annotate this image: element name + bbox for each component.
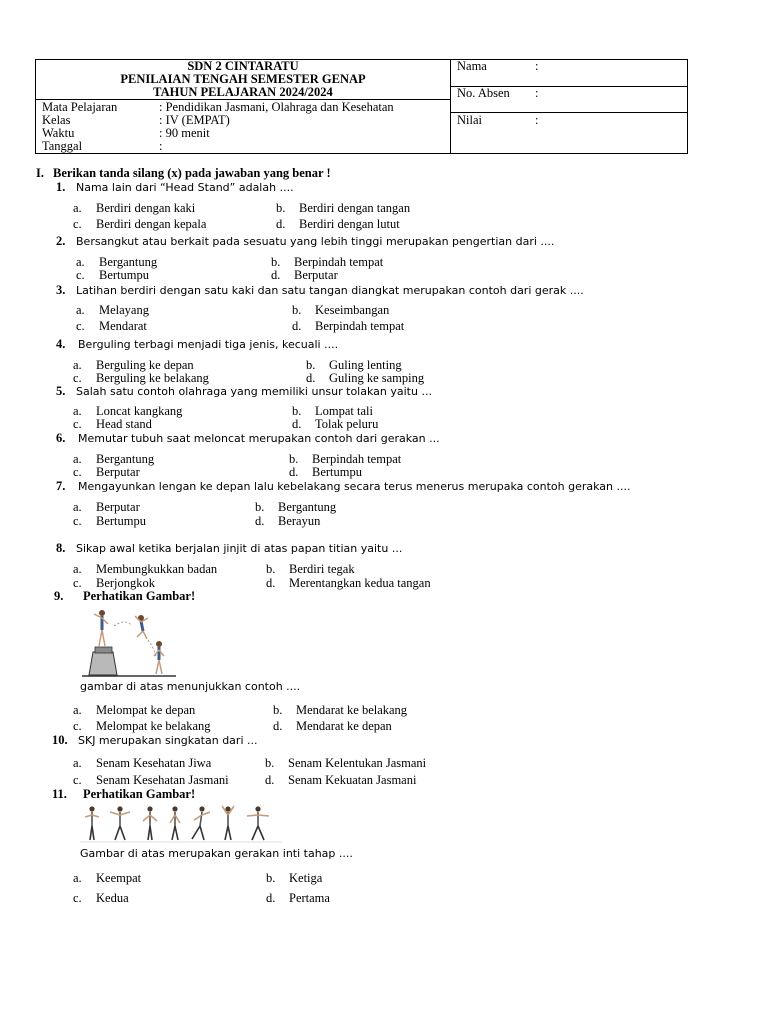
option-b[interactable]: Berdiri tegak bbox=[289, 562, 355, 576]
section-instruction: Berikan tanda silang (x) pada jawaban yang benar ! bbox=[53, 166, 331, 180]
section-number: I. bbox=[36, 166, 44, 180]
option-b[interactable]: Berpindah tempat bbox=[294, 255, 384, 269]
option-b[interactable]: Senam Kelentukan Jasmani bbox=[288, 756, 427, 770]
option-a[interactable]: Keempat bbox=[96, 871, 142, 885]
option-a[interactable]: Berputar bbox=[96, 500, 140, 514]
option-letter-c: c. bbox=[73, 217, 82, 231]
absen-field[interactable]: : bbox=[535, 86, 539, 100]
option-c[interactable]: Head stand bbox=[96, 417, 152, 431]
academic-year: TAHUN PELAJARAN 2024/2024 bbox=[153, 85, 333, 99]
option-letter-b: b. bbox=[271, 255, 281, 269]
option-letter-a: a. bbox=[73, 756, 82, 770]
option-a[interactable]: Membungkukkan badan bbox=[96, 562, 218, 576]
option-letter-a: a. bbox=[73, 404, 82, 418]
question-text: Mengayunkan lengan ke depan lalu kebelakang secara terus menerus merupaka contoh gerakan .... bbox=[78, 480, 631, 493]
option-c[interactable]: Bertumpu bbox=[99, 268, 149, 282]
option-letter-d: d. bbox=[292, 417, 302, 431]
option-b[interactable]: Lompat tali bbox=[315, 404, 373, 418]
option-c[interactable]: Berguling ke belakang bbox=[96, 371, 209, 385]
option-letter-d: d. bbox=[273, 719, 283, 733]
question-text: Salah satu contoh olahraga yang memiliki unsur tolakan yaitu ... bbox=[76, 385, 432, 398]
question-text: Perhatikan Gambar! bbox=[83, 787, 196, 801]
option-b[interactable]: Keseimbangan bbox=[315, 303, 390, 317]
class-label: Kelas bbox=[42, 113, 71, 127]
absen-label: No. Absen bbox=[457, 86, 510, 100]
time-label: Waktu bbox=[42, 126, 75, 140]
date-label: Tanggal bbox=[42, 139, 83, 153]
option-letter-a: a. bbox=[73, 871, 82, 885]
option-letter-c: c. bbox=[73, 773, 82, 787]
option-a[interactable]: Bergantung bbox=[99, 255, 158, 269]
option-d[interactable]: Berputar bbox=[294, 268, 338, 282]
school-name: SDN 2 CINTARATU bbox=[187, 59, 299, 73]
option-letter-a: a. bbox=[73, 201, 82, 215]
question-number: 11. bbox=[52, 787, 67, 801]
option-c[interactable]: Berjongkok bbox=[96, 576, 156, 590]
option-c[interactable]: Berdiri dengan kepala bbox=[96, 217, 207, 231]
option-d[interactable]: Bertumpu bbox=[312, 465, 362, 479]
option-b[interactable]: Mendarat ke belakang bbox=[296, 703, 408, 717]
question-text: Perhatikan Gambar! bbox=[83, 589, 196, 603]
exam-title: PENILAIAN TENGAH SEMESTER GENAP bbox=[120, 72, 366, 86]
option-b[interactable]: Berpindah tempat bbox=[312, 452, 402, 466]
option-letter-d: d. bbox=[271, 268, 281, 282]
option-b[interactable]: Guling lenting bbox=[329, 358, 402, 372]
option-c[interactable]: Kedua bbox=[96, 891, 129, 905]
option-d[interactable]: Senam Kekuatan Jasmani bbox=[288, 773, 417, 787]
option-letter-c: c. bbox=[76, 319, 85, 333]
question-caption: gambar di atas menunjukkan contoh .... bbox=[80, 680, 301, 693]
option-letter-b: b. bbox=[276, 201, 286, 215]
option-letter-c: c. bbox=[73, 371, 82, 385]
option-letter-b: b. bbox=[266, 562, 276, 576]
option-letter-a: a. bbox=[73, 703, 82, 717]
subject-value: : Pendidikan Jasmani, Olahraga dan Kesehatan bbox=[159, 100, 394, 114]
option-letter-d: d. bbox=[306, 371, 316, 385]
option-c[interactable]: Mendarat bbox=[99, 319, 147, 333]
question-number: 3. bbox=[56, 283, 66, 297]
option-d[interactable]: Pertama bbox=[289, 891, 330, 905]
option-b[interactable]: Ketiga bbox=[289, 871, 323, 885]
subject-label: Mata Pelajaran bbox=[42, 100, 118, 114]
option-a[interactable]: Berguling ke depan bbox=[96, 358, 194, 372]
score-field[interactable]: : bbox=[535, 113, 539, 127]
question-number: 4. bbox=[56, 337, 66, 351]
name-label: Nama bbox=[457, 59, 487, 73]
option-d[interactable]: Mendarat ke depan bbox=[296, 719, 392, 733]
question-number: 10. bbox=[52, 733, 68, 747]
question-caption: Gambar di atas merupakan gerakan inti tahap .... bbox=[80, 847, 353, 860]
option-c[interactable]: Melompat ke belakang bbox=[96, 719, 211, 733]
option-a[interactable]: Loncat kangkang bbox=[96, 404, 183, 418]
option-c[interactable]: Bertumpu bbox=[96, 514, 146, 528]
question-text: SKJ merupakan singkatan dari ... bbox=[78, 734, 258, 747]
option-letter-c: c. bbox=[73, 891, 82, 905]
option-d[interactable]: Berpindah tempat bbox=[315, 319, 405, 333]
option-letter-b: b. bbox=[273, 703, 283, 717]
option-c[interactable]: Berputar bbox=[96, 465, 140, 479]
option-letter-a: a. bbox=[76, 303, 85, 317]
question-text: Bersangkut atau berkait pada sesuatu yang lebih tinggi merupakan pengertian dari .... bbox=[76, 235, 555, 248]
option-letter-d: d. bbox=[265, 773, 275, 787]
option-a[interactable]: Berdiri dengan kaki bbox=[96, 201, 196, 215]
option-c[interactable]: Senam Kesehatan Jasmani bbox=[96, 773, 229, 787]
score-label: Nilai bbox=[457, 113, 482, 127]
question-number: 1. bbox=[56, 180, 66, 194]
option-d[interactable]: Merentangkan kedua tangan bbox=[289, 576, 431, 590]
option-a[interactable]: Bergantung bbox=[96, 452, 155, 466]
class-value: : IV (EMPAT) bbox=[159, 113, 230, 127]
question-text: Berguling terbagi menjadi tiga jenis, kecuali .... bbox=[78, 338, 339, 351]
option-letter-c: c. bbox=[73, 417, 82, 431]
option-d[interactable]: Berayun bbox=[278, 514, 321, 528]
option-letter-c: c. bbox=[76, 268, 85, 282]
option-letter-b: b. bbox=[292, 303, 302, 317]
option-a[interactable]: Melayang bbox=[99, 303, 149, 317]
gymnastics-exercise-illustration-icon bbox=[80, 804, 282, 844]
question-number: 2. bbox=[56, 234, 66, 248]
option-letter-b: b. bbox=[292, 404, 302, 418]
option-b[interactable]: Bergantung bbox=[278, 500, 337, 514]
option-letter-a: a. bbox=[73, 562, 82, 576]
option-letter-b: b. bbox=[306, 358, 316, 372]
option-letter-a: a. bbox=[76, 255, 85, 269]
option-letter-c: c. bbox=[73, 514, 82, 528]
question-text: Latihan berdiri dengan satu kaki dan satu tangan diangkat merupakan contoh dari gerak .... bbox=[76, 284, 584, 297]
option-letter-b: b. bbox=[266, 871, 276, 885]
option-letter-a: a. bbox=[73, 358, 82, 372]
question-text: Sikap awal ketika berjalan jinjit di atas papan titian yaitu ... bbox=[76, 542, 403, 555]
option-letter-d: d. bbox=[289, 465, 299, 479]
question-text: Memutar tubuh saat meloncat merupakan contoh dari gerakan ... bbox=[78, 432, 440, 445]
option-letter-c: c. bbox=[73, 719, 82, 733]
header-divider-right-2 bbox=[450, 112, 688, 113]
option-letter-b: b. bbox=[265, 756, 275, 770]
question-number: 7. bbox=[56, 479, 66, 493]
option-d[interactable]: Tolak peluru bbox=[315, 417, 379, 431]
option-letter-b: b. bbox=[255, 500, 265, 514]
option-letter-d: d. bbox=[292, 319, 302, 333]
option-d[interactable]: Berdiri dengan lutut bbox=[299, 217, 400, 231]
option-b[interactable]: Berdiri dengan tangan bbox=[299, 201, 411, 215]
question-number: 5. bbox=[56, 384, 66, 398]
option-a[interactable]: Melompat ke depan bbox=[96, 703, 196, 717]
question-number: 9. bbox=[54, 589, 64, 603]
vault-jump-illustration-icon bbox=[80, 604, 178, 678]
option-letter-b: b. bbox=[289, 452, 299, 466]
option-letter-d: d. bbox=[266, 891, 276, 905]
option-letter-d: d. bbox=[255, 514, 265, 528]
question-number: 8. bbox=[56, 541, 66, 555]
option-letter-a: a. bbox=[73, 500, 82, 514]
question-text: Nama lain dari “Head Stand” adalah .... bbox=[76, 181, 294, 194]
option-letter-d: d. bbox=[266, 576, 276, 590]
option-letter-d: d. bbox=[276, 217, 286, 231]
name-field[interactable]: : bbox=[535, 59, 539, 73]
option-a[interactable]: Senam Kesehatan Jiwa bbox=[96, 756, 212, 770]
option-letter-a: a. bbox=[73, 452, 82, 466]
option-d[interactable]: Guling ke samping bbox=[329, 371, 425, 385]
date-value: : bbox=[159, 139, 163, 153]
time-value: : 90 menit bbox=[159, 126, 210, 140]
option-letter-c: c. bbox=[73, 576, 82, 590]
option-letter-c: c. bbox=[73, 465, 82, 479]
question-number: 6. bbox=[56, 431, 66, 445]
